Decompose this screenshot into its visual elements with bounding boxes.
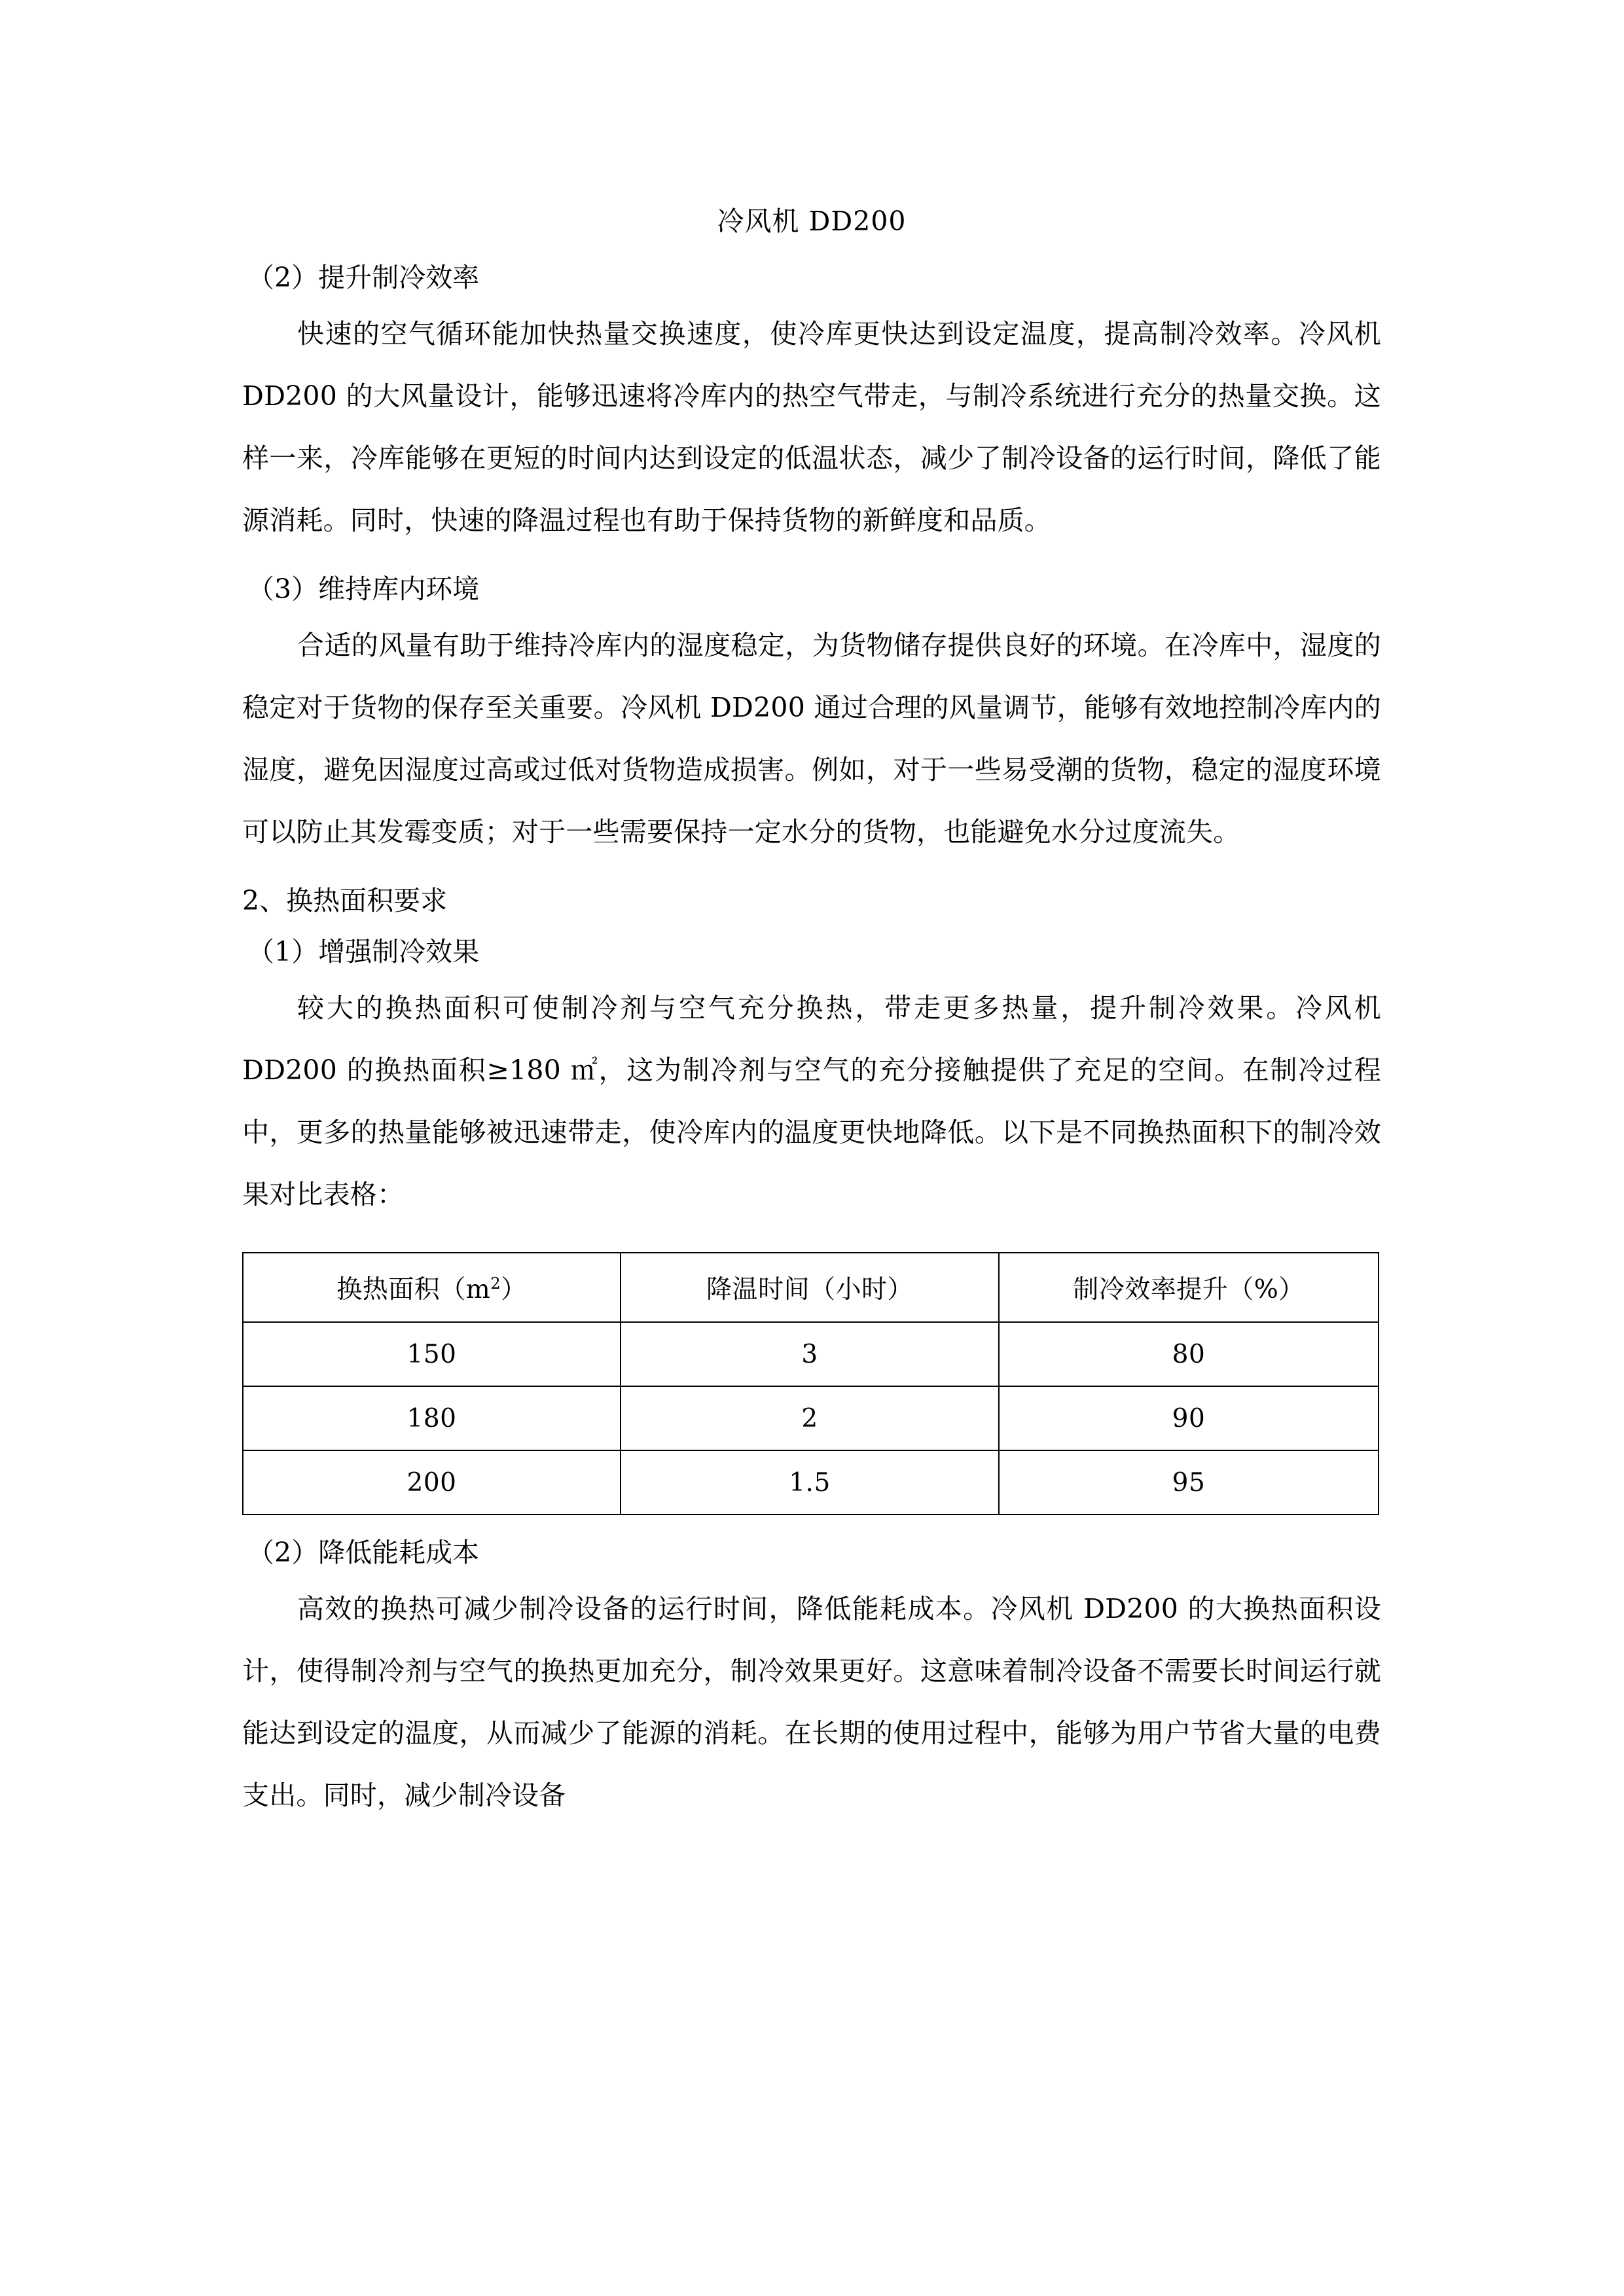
spacer xyxy=(242,1515,1381,1527)
table-cell-efficiency: 95 xyxy=(999,1450,1379,1515)
section-heading-improve-cooling-efficiency: （2）提升制冷效率 xyxy=(247,262,480,293)
comparison-table xyxy=(242,1252,1379,1515)
spacer xyxy=(242,1226,1381,1252)
page-content xyxy=(242,0,1381,1827)
table-cell-area: 150 xyxy=(243,1322,621,1386)
table-cell-time: 3 xyxy=(621,1322,999,1386)
table-row xyxy=(243,1450,1379,1515)
section-heading-enhance-cooling-effect: （1）增强制冷效果 xyxy=(247,936,480,967)
table-header-efficiency-gain: 制冷效率提升（%） xyxy=(999,1253,1379,1322)
table-row xyxy=(243,1322,1379,1386)
paragraph-enhance-cooling-effect: 较大的换热面积可使制冷剂与空气充分换热，带走更多热量，提升制冷效果。冷风机 DD200 的换热面积≥180 ㎡，这为制冷剂与空气的充分接触提供了充足的空间。在制冷过程中，更多的热量能够被迅速带走，使冷库内的温度更快地降低。以下是不同换热面积下的制冷效果对比表格： xyxy=(242,992,1381,1210)
table-header-heat-exchange-area: 换热面积$(m^2)$ xyxy=(243,1253,621,1322)
table-cell-efficiency: 80 xyxy=(999,1322,1379,1386)
page-title: 冷风机 DD200 xyxy=(717,206,907,237)
spacer xyxy=(242,863,1381,875)
section-heading-maintain-warehouse-environment: （3）维持库内环境 xyxy=(247,573,480,605)
paragraph-maintain-warehouse-environment: 合适的风量有助于维持冷库内的湿度稳定，为货物储存提供良好的环境。在冷库中，湿度的稳定对于货物的保存至关重要。冷风机 DD200 通过合理的风量调节，能够有效地控制冷库内的湿度，避免因湿度过高或过低对货物造成损害。例如，对于一些易受潮的货物，稳定的湿度环境可以防止其发霉变质；对于一些需要保持一定水分的货物，也能避免水分过度流失。 xyxy=(242,630,1381,848)
spacer xyxy=(242,235,1381,252)
table-cell-time: 1.5 xyxy=(621,1450,999,1515)
section-heading-reduce-energy-cost: （2）降低能耗成本 xyxy=(247,1537,480,1568)
table-cell-efficiency: 90 xyxy=(999,1386,1379,1450)
table-cell-time: 2 xyxy=(621,1386,999,1450)
table-row xyxy=(243,1386,1379,1450)
table-header-row xyxy=(243,1253,1379,1322)
table-cell-area: 180 xyxy=(243,1386,621,1450)
table-header-cooldown-time: 降温时间（小时） xyxy=(621,1253,999,1322)
table-cell-area: 200 xyxy=(243,1450,621,1515)
paragraph-reduce-energy-cost: 高效的换热可减少制冷设备的运行时间，降低能耗成本。冷风机 DD200 的大换热面积设计，使得制冷剂与空气的换热更加充分，制冷效果更好。这意味着制冷设备不需要长时间运行就能达到设定的温度，从而减少了能源的消耗。在长期的使用过程中，能够为用户节省大量的电费支出。同时，减少制冷设备 xyxy=(242,1593,1381,1811)
section-heading-heat-exchange-area-requirement: 2、换热面积要求 xyxy=(242,885,448,916)
spacer xyxy=(242,552,1381,564)
paragraph-improve-cooling-efficiency: 快速的空气循环能加快热量交换速度，使冷库更快达到设定温度，提高制冷效率。冷风机 DD200 的大风量设计，能够迅速将冷库内的热空气带走，与制冷系统进行充分的热量交换。这样一来，冷库能够在更短的时间内达到设定的低温状态，减少了制冷设备的运行时间，降低了能源消耗。同时，快速的降温过程也有助于保持货物的新鲜度和品质。 xyxy=(242,318,1381,536)
